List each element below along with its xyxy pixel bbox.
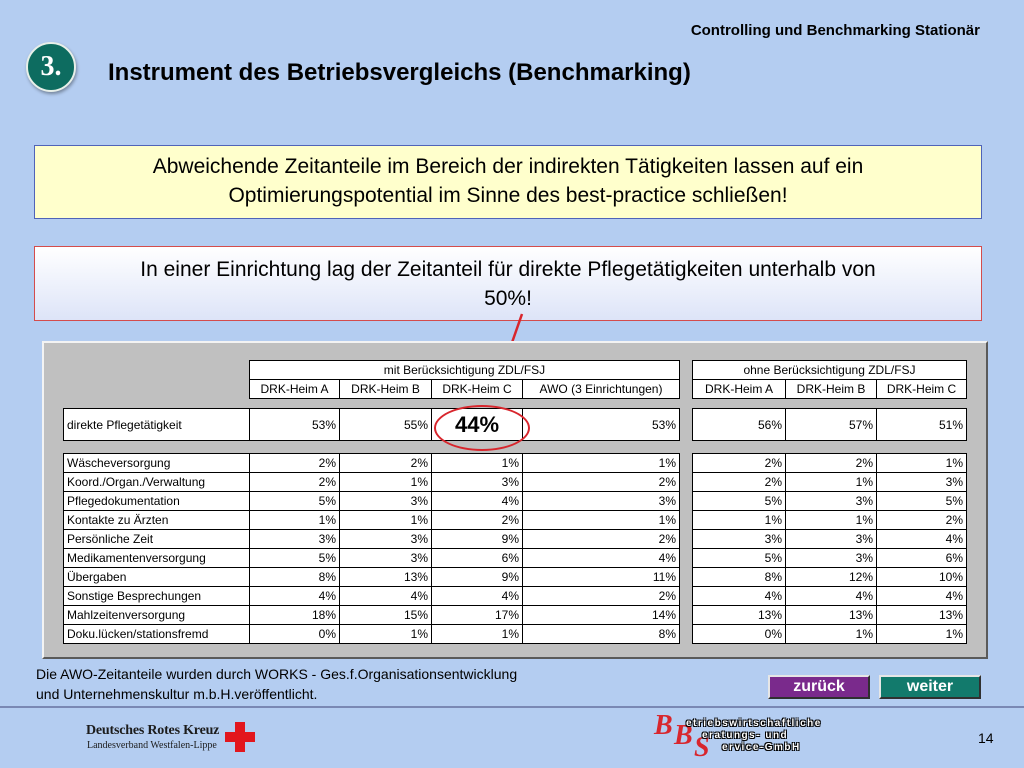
header-subtitle: Controlling und Benchmarking Stationär bbox=[690, 22, 980, 39]
bbs-letter-1: B bbox=[654, 710, 673, 741]
table-cell: 1% bbox=[785, 510, 877, 530]
table-cell: 9% bbox=[431, 567, 523, 587]
table-cell: 1% bbox=[692, 510, 786, 530]
table-cell: 1% bbox=[785, 624, 877, 644]
table-cell: 3% bbox=[876, 472, 967, 492]
column-header: DRK-Heim A bbox=[692, 379, 786, 399]
table-cell: 12% bbox=[785, 567, 877, 587]
table-cell: 1% bbox=[876, 453, 967, 473]
callout-yellow-line1: Abweichende Zeitanteile im Bereich der indirekten Tätigkeiten lassen auf ein bbox=[152, 155, 864, 178]
table-cell: 3% bbox=[339, 491, 432, 511]
table-cell: 11% bbox=[522, 567, 680, 587]
table-cell: 3% bbox=[785, 548, 877, 568]
table-cell: 4% bbox=[876, 586, 967, 606]
direct-care-cell: 55% bbox=[339, 408, 432, 441]
table-row-label: Pflegedokumentation bbox=[63, 491, 250, 511]
table-cell: 2% bbox=[339, 453, 432, 473]
table-cell: 10% bbox=[876, 567, 967, 587]
direct-care-cell: 56% bbox=[692, 408, 786, 441]
column-header: DRK-Heim B bbox=[339, 379, 432, 399]
table-row-label: Doku.lücken/stationsfremd bbox=[63, 624, 250, 644]
footnote bbox=[36, 664, 517, 704]
column-header: DRK-Heim C bbox=[431, 379, 523, 399]
direct-care-cell: 57% bbox=[785, 408, 877, 441]
table-cell: 3% bbox=[339, 548, 432, 568]
table-row-label: Kontakte zu Ärzten bbox=[63, 510, 250, 530]
column-header: DRK-Heim A bbox=[249, 379, 340, 399]
bbs-line-2: eratungs- und bbox=[702, 730, 789, 741]
table-row-label: Medikamentenversorgung bbox=[63, 548, 250, 568]
table-row-label: Übergaben bbox=[63, 567, 250, 587]
table-cell: 8% bbox=[692, 567, 786, 587]
table-cell: 3% bbox=[339, 529, 432, 549]
table-cell: 1% bbox=[339, 510, 432, 530]
table-row-label: Wäscheversorgung bbox=[63, 453, 250, 473]
group-header-with: mit Berücksichtigung ZDL/FSJ bbox=[249, 360, 680, 380]
bbs-line-3: ervice-GmbH bbox=[722, 742, 801, 753]
table-cell: 4% bbox=[692, 586, 786, 606]
table-cell: 13% bbox=[785, 605, 877, 625]
table-cell: 8% bbox=[249, 567, 340, 587]
table-cell: 6% bbox=[876, 548, 967, 568]
table-cell: 17% bbox=[431, 605, 523, 625]
footnote-line2: und Unternehmenskultur m.b.H.veröffentlicht. bbox=[36, 686, 318, 702]
table-cell: 2% bbox=[249, 453, 340, 473]
table-cell: 5% bbox=[249, 548, 340, 568]
table-cell: 2% bbox=[431, 510, 523, 530]
callout-yellow bbox=[34, 145, 982, 219]
table-cell: 18% bbox=[249, 605, 340, 625]
table-cell: 13% bbox=[876, 605, 967, 625]
table-cell: 2% bbox=[692, 453, 786, 473]
direct-care-cell: 53% bbox=[522, 408, 680, 441]
table-cell: 2% bbox=[522, 472, 680, 492]
column-header: DRK-Heim B bbox=[785, 379, 877, 399]
callout-red-line1: In einer Einrichtung lag der Zeitanteil für direkte Pflegetätigkeiten unterhalb von bbox=[140, 258, 876, 281]
direct-care-cell: 51% bbox=[876, 408, 967, 441]
bbs-letter-3: S bbox=[694, 732, 710, 763]
table-row-label: Mahlzeitenversorgung bbox=[63, 605, 250, 625]
table-row-label: Koord./Organ./Verwaltung bbox=[63, 472, 250, 492]
footnote-line1: Die AWO-Zeitanteile wurden durch WORKS - Ges.f.Organisationsentwicklung bbox=[36, 666, 518, 682]
table-cell: 3% bbox=[431, 472, 523, 492]
drk-logo-name: Deutsches Rotes Kreuz bbox=[86, 723, 220, 738]
table-cell: 8% bbox=[522, 624, 680, 644]
page-number: 14 bbox=[978, 730, 994, 746]
red-cross-icon bbox=[225, 722, 255, 752]
table-cell: 2% bbox=[522, 586, 680, 606]
bbs-logo bbox=[650, 712, 860, 762]
table-cell: 1% bbox=[339, 624, 432, 644]
direct-care-cell: 53% bbox=[249, 408, 340, 441]
table-cell: 1% bbox=[522, 453, 680, 473]
table-row-label: Persönliche Zeit bbox=[63, 529, 250, 549]
drk-logo bbox=[86, 720, 256, 756]
bbs-letter-2: B bbox=[674, 720, 693, 751]
table-cell: 5% bbox=[876, 491, 967, 511]
group-header-without: ohne Berücksichtigung ZDL/FSJ bbox=[692, 360, 967, 380]
column-header: AWO (3 Einrichtungen) bbox=[522, 379, 680, 399]
table-cell: 2% bbox=[785, 453, 877, 473]
table-cell: 0% bbox=[692, 624, 786, 644]
table-cell: 1% bbox=[249, 510, 340, 530]
column-header: DRK-Heim C bbox=[876, 379, 967, 399]
callout-red-line2: 50%! bbox=[484, 287, 532, 310]
next-button[interactable]: weiter bbox=[879, 675, 981, 699]
table-cell: 1% bbox=[339, 472, 432, 492]
table-cell: 0% bbox=[249, 624, 340, 644]
table-cell: 2% bbox=[522, 529, 680, 549]
table-cell: 14% bbox=[522, 605, 680, 625]
table-cell: 4% bbox=[785, 586, 877, 606]
table-cell: 3% bbox=[785, 491, 877, 511]
table-cell: 6% bbox=[431, 548, 523, 568]
table-cell: 15% bbox=[339, 605, 432, 625]
table-cell: 2% bbox=[249, 472, 340, 492]
table-cell: 9% bbox=[431, 529, 523, 549]
footer-divider bbox=[0, 706, 1024, 708]
direct-care-highlight-cell: 44% bbox=[431, 408, 523, 441]
table-cell: 4% bbox=[522, 548, 680, 568]
table-row-label: Sonstige Besprechungen bbox=[63, 586, 250, 606]
table-cell: 1% bbox=[431, 453, 523, 473]
table-cell: 4% bbox=[431, 491, 523, 511]
table-cell: 3% bbox=[785, 529, 877, 549]
bbs-line-1: etriebswirtschaftliche bbox=[686, 718, 822, 729]
table-cell: 5% bbox=[249, 491, 340, 511]
callout-yellow-line2: Optimierungspotential im Sinne des best-practice schließen! bbox=[228, 184, 788, 207]
direct-care-label: direkte Pflegetätigkeit bbox=[63, 408, 250, 441]
table-cell: 13% bbox=[339, 567, 432, 587]
table-cell: 1% bbox=[522, 510, 680, 530]
back-button[interactable]: zurück bbox=[768, 675, 870, 699]
table-cell: 1% bbox=[431, 624, 523, 644]
page-title: Instrument des Betriebsvergleichs (Benchmarking) bbox=[108, 59, 691, 86]
table-cell: 3% bbox=[249, 529, 340, 549]
table-cell: 4% bbox=[249, 586, 340, 606]
table-cell: 2% bbox=[692, 472, 786, 492]
table-cell: 4% bbox=[876, 529, 967, 549]
drk-logo-subtitle: Landesverband Westfalen-Lippe bbox=[87, 740, 217, 751]
table-cell: 5% bbox=[692, 491, 786, 511]
table-cell: 5% bbox=[692, 548, 786, 568]
table-cell: 3% bbox=[522, 491, 680, 511]
table-cell: 13% bbox=[692, 605, 786, 625]
table-cell: 3% bbox=[692, 529, 786, 549]
section-number-badge: 3. bbox=[26, 42, 76, 92]
table-cell: 4% bbox=[339, 586, 432, 606]
table-cell: 4% bbox=[431, 586, 523, 606]
table-cell: 1% bbox=[876, 624, 967, 644]
table-cell: 2% bbox=[876, 510, 967, 530]
table-cell: 1% bbox=[785, 472, 877, 492]
